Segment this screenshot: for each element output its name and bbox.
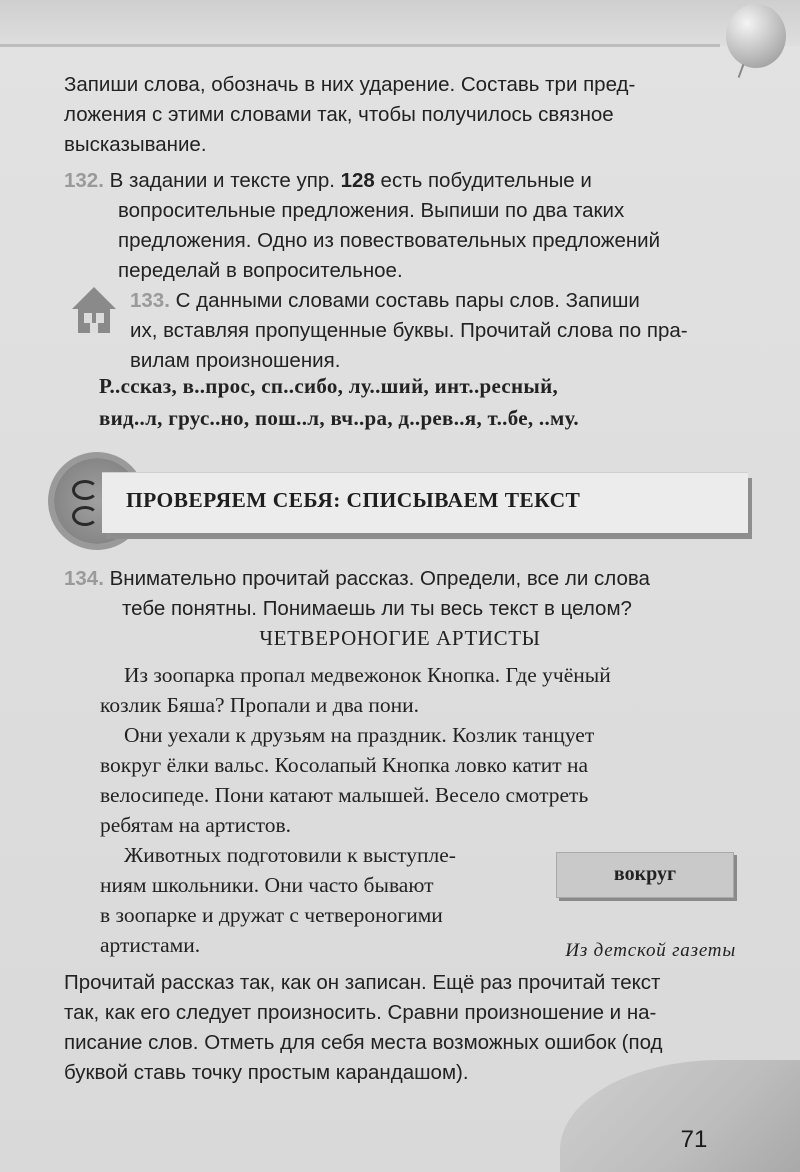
task-line: буквой ставь точку простым карандашом). [64,1061,469,1084]
story-paragraph [100,720,740,840]
vocabulary-word-box [556,852,734,898]
exercise-text: вилам произношения. [130,349,341,372]
story-line: вокруг ёлки вальс. Косолапый Кнопка ловко катит на [100,753,589,777]
story-line: Они уехали к друзьям на праздник. Козлик танцует [124,723,595,747]
story-source: Из детской газеты [565,940,736,961]
story-line: ребятам на артистов. [100,813,292,837]
exercise-text: Внимательно прочитай рассказ. Определи, все ли слова [103,567,650,590]
exercise-133 [130,286,740,376]
story-line: в зоопарке и дружат с четвероногими [100,903,443,927]
page-number: 71 [680,1126,708,1153]
story-line: артистами. [100,933,201,957]
exercise-text: предложения. Одно из повествовательных предложений [118,229,661,252]
intro-line: высказывание. [64,133,207,156]
story-line: Животных подготовили к выступле- [124,843,456,867]
exercise-text: С данными словами составь пары слов. Запиши [169,289,640,312]
exercise-number: 134. [64,567,104,590]
task-text [64,968,744,1088]
exercise-text: переделай в вопросительное. [118,259,403,282]
word-list [99,370,739,434]
story-line: козлик Бяша? Пропали и два пони. [100,693,420,717]
task-line: писание слов. Отметь для себя места возможных ошибок (под [64,1031,663,1054]
exercise-text: В задании и тексте упр. [109,169,341,192]
exercise-132 [64,166,744,286]
word-list-line: Р..ссказ, в..прос, сп..сибо, лу..ший, инт..ресный, [99,374,559,398]
exercise-text: есть побудительные и [374,169,592,192]
story-line: ниям школьники. Они часто бывают [100,873,434,897]
exercise-number: 133. [130,289,170,312]
exercise-134 [64,564,744,624]
house-icon [70,285,118,335]
header-rule [0,44,720,47]
exercise-text: их, вставляя пропущенные буквы. Прочитай слова по пра- [130,319,688,342]
story-paragraph [100,660,740,720]
ring-icon [72,506,98,526]
story-paragraph [100,840,540,960]
story-line: велосипеде. Пони катают малышей. Весело смотреть [100,783,589,807]
ring-icon [72,480,98,500]
page-header-band [0,0,800,46]
story-title: ЧЕТВЕРОНОГИЕ АРТИСТЫ [259,626,541,650]
intro-line: Запиши слова, обозначь в них ударение. Составь три пред- [64,73,636,96]
exercise-reference: 128 [340,169,375,192]
story-line: Из зоопарка пропал медвежонок Кнопка. Где учёный [124,663,611,687]
task-line: так, как его следует произносить. Сравни произношение и на- [64,1001,657,1024]
intro-line: ложения с этими словами так, чтобы получилось связное [64,103,614,126]
intro-text [64,70,744,160]
exercise-number: 132. [64,169,104,192]
task-line: Прочитай рассказ так, как он записан. Ещё раз прочитай текст [64,971,661,994]
exercise-text: вопросительные предложения. Выпиши по два таких [118,199,625,222]
exercise-text: тебе понятны. Понимаешь ли ты весь текст в целом? [122,597,632,620]
balloon-icon [726,4,786,68]
vocabulary-word: вокруг [613,863,677,885]
section-banner [54,458,748,544]
section-title: ПРОВЕРЯЕМ СЕБЯ: СПИСЫВАЕМ ТЕКСТ [126,488,581,512]
word-list-line: вид..л, грус..но, пош..л, вч..ра, д..рев..я, т..бе, ..му. [99,406,579,430]
